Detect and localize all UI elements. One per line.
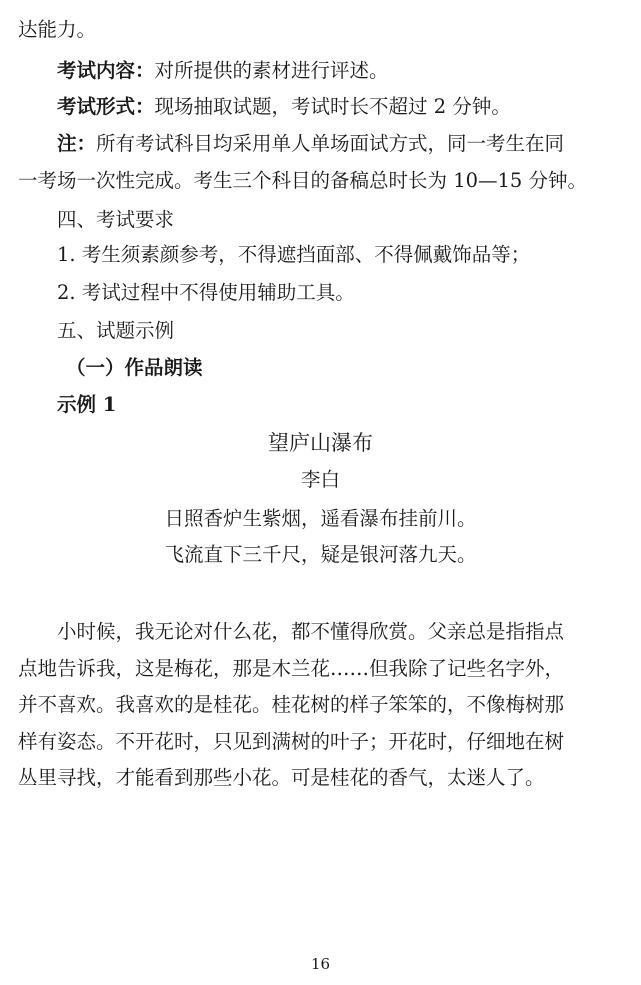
section-heading: 四、考试要求 — [57, 208, 175, 231]
prose-line: 样有姿态。不开花时，只见到满树的叶子；开花时，仔细地在树 — [18, 730, 565, 753]
note-text: 所有考试科目均采用单人单场面试方式，同一考生在同 — [96, 132, 565, 155]
exam-format-line — [57, 94, 623, 120]
prose-line: 并不喜欢。我喜欢的是桂花。桂花树的样子笨笨的，不像梅树那 — [18, 693, 565, 716]
exam-content-line — [57, 58, 623, 84]
requirement-item: 1. 考生须素颜参考，不得遮挡面部、不得佩戴饰品等； — [57, 243, 531, 266]
exam-format-label: 考试形式： — [57, 95, 155, 118]
exam-content-label: 考试内容： — [57, 59, 155, 82]
prose-line: 点地告诉我，这是梅花，那是木兰花……但我除了记些名字外， — [18, 657, 565, 680]
example-heading: 示例 1 — [57, 393, 117, 416]
note-label: 注： — [57, 132, 97, 155]
text-line: 一考场一次性完成。考生三个科目的备稿总时长为 10—15 分钟。 — [18, 169, 588, 192]
poem-author: 李白 — [300, 468, 340, 491]
poem-title: 望庐山瀑布 — [268, 431, 373, 455]
page-number: 16 — [310, 955, 331, 973]
poem-line: 飞流直下三千尺，疑是银河落九天。 — [164, 543, 477, 566]
exam-content-text: 对所提供的素材进行评述。 — [154, 59, 389, 82]
exam-format-text: 现场抽取试题，考试时长不超过 2 分钟。 — [154, 95, 511, 118]
prose-line: 小时候，我无论对什么花，都不懂得欣赏。父亲总是指指点 — [57, 620, 565, 643]
subsection-heading: （一）作品朗读 — [66, 356, 203, 379]
text-line: 达能力。 — [18, 18, 97, 41]
requirement-item: 2. 考试过程中不得使用辅助工具。 — [57, 281, 355, 304]
section-heading: 五、试题示例 — [57, 319, 175, 342]
poem-line: 日照香炉生紫烟，遥看瀑布挂前川。 — [164, 507, 477, 530]
note-line — [57, 131, 623, 157]
prose-line: 丛里寻找，才能看到那些小花。可是桂花的香气，太迷人了。 — [18, 766, 545, 789]
